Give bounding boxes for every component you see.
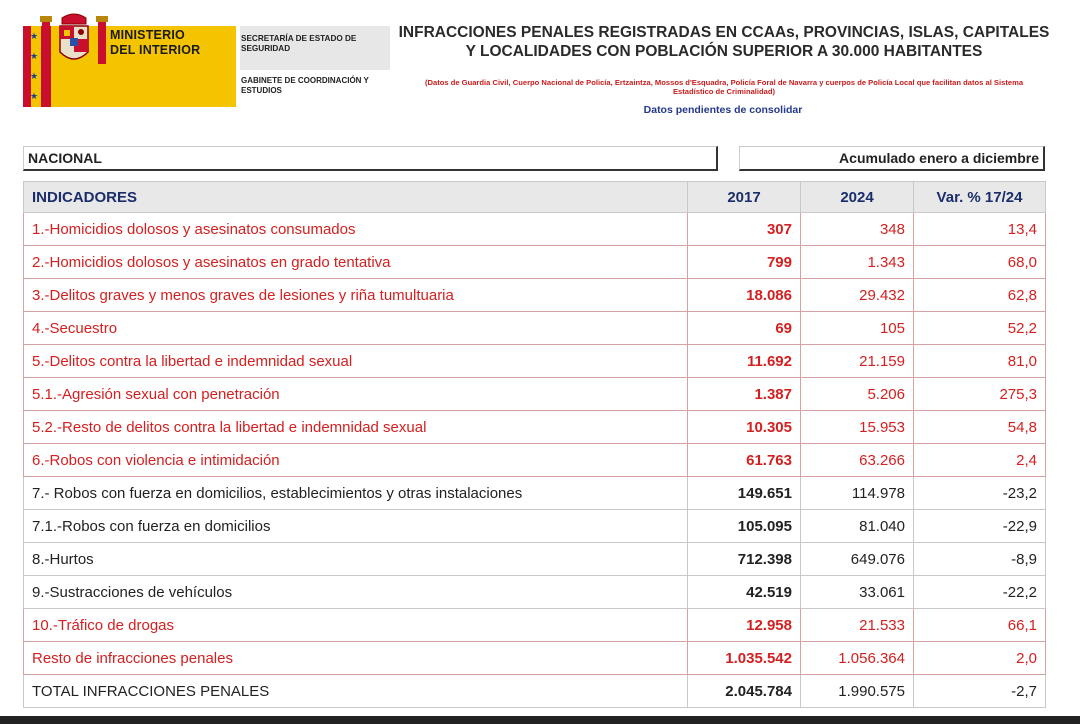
table-row (24, 312, 1046, 345)
row-label: 8.-Hurtos (24, 543, 688, 576)
table-row (24, 246, 1046, 279)
table-row (24, 411, 1046, 444)
row-label: TOTAL INFRACCIONES PENALES (24, 675, 688, 708)
table-row (24, 378, 1046, 411)
header-indicadores: INDICADORES (24, 182, 688, 213)
table-row (24, 675, 1046, 708)
row-label: 5.2.-Resto de delitos contra la libertad e indemnidad sexual (24, 411, 688, 444)
value-var: 2,4 (914, 444, 1046, 477)
table-row (24, 477, 1046, 510)
value-2017: 61.763 (688, 444, 801, 477)
value-var: 62,8 (914, 279, 1046, 312)
value-2024: 1.056.364 (801, 642, 914, 675)
table-row (24, 543, 1046, 576)
value-var: 2,0 (914, 642, 1046, 675)
eu-flag-icon: ★ ★ ★ ★ (23, 26, 51, 107)
bottom-border (0, 716, 1080, 724)
table-row (24, 279, 1046, 312)
value-2017: 307 (688, 213, 801, 246)
value-var: -8,9 (914, 543, 1046, 576)
value-var: 52,2 (914, 312, 1046, 345)
value-2017: 799 (688, 246, 801, 279)
source-note: (Datos de Guardia Civil, Cuerpo Nacional de Policía, Ertzaintza, Mossos d'Esquadra, Policía Foral de Navarra y cuerpos de Policía Local que facilitan datos al Sistema Estadístico de Criminalidad) (424, 78, 1024, 96)
header-2024: 2024 (801, 182, 914, 213)
value-2024: 15.953 (801, 411, 914, 444)
table-header-row (24, 182, 1046, 213)
value-var: 13,4 (914, 213, 1046, 246)
value-2017: 12.958 (688, 609, 801, 642)
value-var: -22,9 (914, 510, 1046, 543)
coat-of-arms-icon (40, 10, 108, 72)
value-var: 81,0 (914, 345, 1046, 378)
page-title: INFRACCIONES PENALES REGISTRADAS EN CCAAs, PROVINCIAS, ISLAS, CAPITALES Y LOCALIDADES CON POBLACIÓN SUPERIOR A 30.000 HABITANTES (398, 24, 1050, 60)
crime-stats-table (23, 181, 1046, 708)
value-var: -22,2 (914, 576, 1046, 609)
row-label: 9.-Sustracciones de vehículos (24, 576, 688, 609)
value-2024: 348 (801, 213, 914, 246)
value-2024: 1.990.575 (801, 675, 914, 708)
value-2017: 149.651 (688, 477, 801, 510)
row-label: 4.-Secuestro (24, 312, 688, 345)
value-2017: 18.086 (688, 279, 801, 312)
scope-region: NACIONAL (23, 146, 718, 171)
header-2017: 2017 (688, 182, 801, 213)
value-2024: 29.432 (801, 279, 914, 312)
value-2017: 2.045.784 (688, 675, 801, 708)
value-2017: 712.398 (688, 543, 801, 576)
value-2024: 21.533 (801, 609, 914, 642)
value-2024: 33.061 (801, 576, 914, 609)
table-row (24, 510, 1046, 543)
ministry-name: MINISTERIO DEL INTERIOR (110, 28, 201, 57)
value-2017: 11.692 (688, 345, 801, 378)
table-row (24, 576, 1046, 609)
table-row (24, 444, 1046, 477)
value-2024: 81.040 (801, 510, 914, 543)
row-label: 5.-Delitos contra la libertad e indemnidad sexual (24, 345, 688, 378)
row-label: 6.-Robos con violencia e intimidación (24, 444, 688, 477)
table-row (24, 609, 1046, 642)
value-var: -2,7 (914, 675, 1046, 708)
gabinete-label: GABINETE DE COORDINACIÓN Y ESTUDIOS (241, 76, 369, 95)
value-2024: 21.159 (801, 345, 914, 378)
value-2017: 10.305 (688, 411, 801, 444)
value-2017: 69 (688, 312, 801, 345)
value-2024: 5.206 (801, 378, 914, 411)
value-2024: 1.343 (801, 246, 914, 279)
row-label: Resto de infracciones penales (24, 642, 688, 675)
value-var: -23,2 (914, 477, 1046, 510)
table-row (24, 213, 1046, 246)
value-2024: 114.978 (801, 477, 914, 510)
value-2024: 649.076 (801, 543, 914, 576)
value-2017: 105.095 (688, 510, 801, 543)
value-2024: 63.266 (801, 444, 914, 477)
row-label: 5.1.-Agresión sexual con penetración (24, 378, 688, 411)
value-2017: 1.387 (688, 378, 801, 411)
value-var: 54,8 (914, 411, 1046, 444)
value-2024: 105 (801, 312, 914, 345)
table-row (24, 642, 1046, 675)
value-var: 275,3 (914, 378, 1046, 411)
pending-note: Datos pendientes de consolidar (643, 104, 803, 116)
value-2017: 42.519 (688, 576, 801, 609)
row-label: 10.-Tráfico de drogas (24, 609, 688, 642)
row-label: 7.1.-Robos con fuerza en domicilios (24, 510, 688, 543)
row-label: 1.-Homicidios dolosos y asesinatos consumados (24, 213, 688, 246)
secretaria-label: SECRETARÍA DE ESTADO DE SEGURIDAD (241, 34, 357, 53)
row-label: 7.- Robos con fuerza en domicilios, establecimientos y otras instalaciones (24, 477, 688, 510)
row-label: 3.-Delitos graves y menos graves de lesiones y riña tumultuaria (24, 279, 688, 312)
header-var: Var. % 17/24 (914, 182, 1046, 213)
value-var: 66,1 (914, 609, 1046, 642)
scope-period: Acumulado enero a diciembre (739, 146, 1045, 171)
value-2017: 1.035.542 (688, 642, 801, 675)
table-row (24, 345, 1046, 378)
value-var: 68,0 (914, 246, 1046, 279)
row-label: 2.-Homicidios dolosos y asesinatos en grado tentativa (24, 246, 688, 279)
